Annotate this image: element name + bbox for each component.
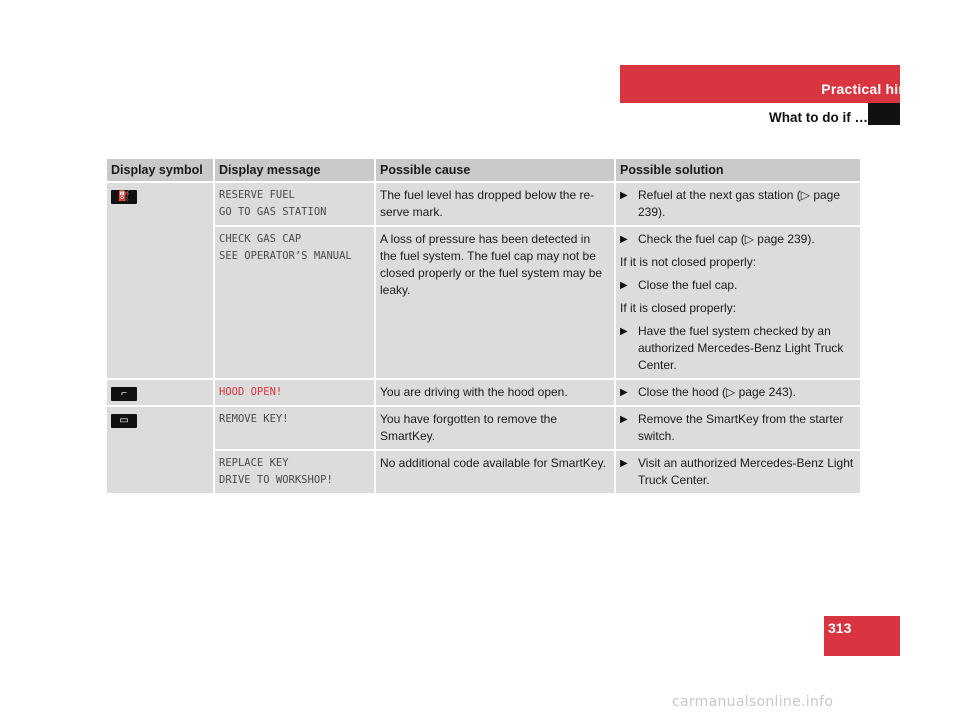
solution-cell bbox=[615, 450, 860, 494]
display-message-line: HOOD OPEN! bbox=[219, 386, 283, 398]
solution-note: If it is closed properly: bbox=[620, 301, 737, 315]
solution-step bbox=[620, 411, 856, 445]
step-arrow-icon: ▶ bbox=[620, 280, 628, 291]
possible-cause-text: No additional code available for SmartKey. bbox=[380, 456, 606, 470]
step-arrow-icon: ▶ bbox=[620, 414, 628, 425]
solution-step-text: Visit an authorized Mercedes-Benz Light Truck Center. bbox=[638, 456, 854, 487]
solution-step-text: Have the fuel system checked by an authorized Mercedes-Benz Light Truck Center. bbox=[638, 324, 844, 372]
message-cell bbox=[214, 182, 375, 226]
table-row bbox=[107, 182, 860, 226]
step-arrow-icon: ▶ bbox=[620, 458, 628, 469]
solution-step bbox=[620, 187, 856, 221]
solution-cell bbox=[615, 226, 860, 379]
possible-cause-text: You are driving with the hood open. bbox=[380, 385, 568, 399]
message-cell bbox=[214, 450, 375, 494]
solution-step-text: Remove the SmartKey from the starter switch. bbox=[638, 412, 844, 443]
cause-cell bbox=[375, 182, 615, 226]
fuel-pump-icon: ⛽ bbox=[111, 190, 137, 204]
step-arrow-icon: ▶ bbox=[620, 387, 628, 398]
hood-open-icon: ⌐ bbox=[111, 387, 137, 401]
solution-step bbox=[620, 455, 856, 489]
solution-step-text: Check the fuel cap (▷ page 239). bbox=[638, 232, 815, 246]
solution-step-text: Refuel at the next gas station (▷ page 239). bbox=[638, 188, 841, 219]
step-arrow-icon: ▶ bbox=[620, 326, 628, 337]
solution-cell bbox=[615, 406, 860, 450]
page-number: 313 bbox=[828, 620, 852, 636]
table-row bbox=[107, 450, 860, 494]
display-message-line: DRIVE TO WORKSHOP! bbox=[219, 474, 333, 486]
display-message-line: RESERVE FUEL bbox=[219, 189, 295, 201]
solution-note: If it is not closed properly: bbox=[620, 255, 757, 269]
display-message-line: GO TO GAS STATION bbox=[219, 206, 327, 218]
display-messages-table bbox=[107, 159, 860, 495]
solution-step bbox=[620, 384, 856, 401]
section-title: Practical hints bbox=[821, 81, 920, 97]
watermark-text: carmanualsonline.info bbox=[672, 694, 834, 710]
solution-step-text: Close the hood (▷ page 243). bbox=[638, 385, 796, 399]
display-message-line: CHECK GAS CAP bbox=[219, 233, 302, 245]
subsection-marker bbox=[868, 103, 900, 125]
column-header-display-message: Display message bbox=[214, 159, 375, 182]
step-arrow-icon: ▶ bbox=[620, 190, 628, 201]
solution-step bbox=[620, 323, 856, 374]
step-arrow-icon: ▶ bbox=[620, 234, 628, 245]
display-message-line: SEE OPERATOR’S MANUAL bbox=[219, 250, 352, 262]
cause-cell bbox=[375, 406, 615, 450]
subsection-title: What to do if … bbox=[769, 110, 868, 125]
display-message-line: REPLACE KEY bbox=[219, 457, 289, 469]
message-cell bbox=[214, 379, 375, 406]
cause-cell bbox=[375, 226, 615, 379]
column-header-display-symbol: Display symbol bbox=[107, 159, 214, 182]
column-header-possible-solution: Possible solution bbox=[615, 159, 860, 182]
solution-step bbox=[620, 277, 856, 294]
solution-cell bbox=[615, 379, 860, 406]
symbol-cell bbox=[107, 406, 214, 494]
message-cell bbox=[214, 406, 375, 450]
symbol-cell bbox=[107, 182, 214, 379]
possible-cause-text: You have forgotten to remove the SmartKey. bbox=[380, 412, 558, 443]
message-cell bbox=[214, 226, 375, 379]
table-header-row bbox=[107, 159, 860, 182]
cause-cell bbox=[375, 379, 615, 406]
possible-cause-text: The fuel level has dropped below the re-serve mark. bbox=[380, 188, 595, 219]
symbol-cell bbox=[107, 379, 214, 406]
solution-step-text: Close the fuel cap. bbox=[638, 278, 738, 292]
column-header-possible-cause: Possible cause bbox=[375, 159, 615, 182]
smartkey-icon: ▭ bbox=[111, 414, 137, 428]
cause-cell bbox=[375, 450, 615, 494]
table-row bbox=[107, 379, 860, 406]
possible-cause-text: A loss of pressure has been detected in the fuel system. The fuel cap may not be closed properly or the fuel system may be leaky. bbox=[380, 232, 603, 297]
table-row bbox=[107, 226, 860, 379]
solution-step bbox=[620, 231, 856, 248]
display-message-line: REMOVE KEY! bbox=[219, 413, 289, 425]
solution-cell bbox=[615, 182, 860, 226]
table-row bbox=[107, 406, 860, 450]
